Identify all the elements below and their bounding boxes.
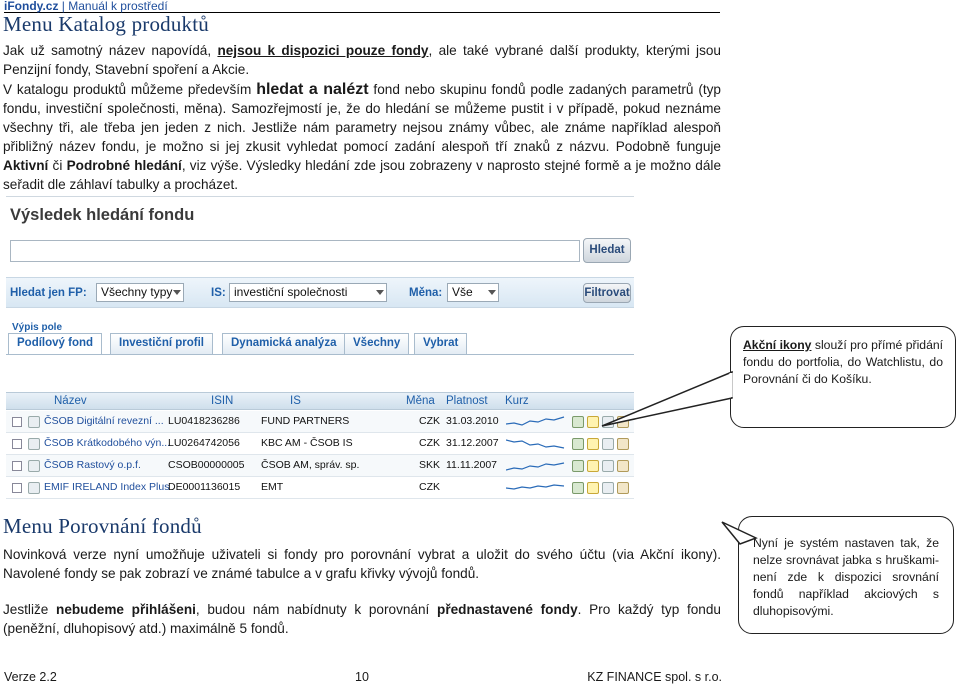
- add-to-portfolio-icon[interactable]: [572, 460, 584, 472]
- row-checkbox[interactable]: [12, 483, 22, 493]
- fund-logo-icon: [28, 438, 40, 450]
- filter-select-company[interactable]: [229, 283, 387, 302]
- chevron-down-icon: [376, 290, 384, 295]
- watchlist-icon[interactable]: [587, 482, 599, 494]
- tab-dynamicka-analyza[interactable]: Dynamická analýza: [222, 333, 345, 354]
- tab-investicni-profil[interactable]: Investiční profil: [110, 333, 213, 354]
- cart-icon[interactable]: [617, 482, 629, 494]
- filter-label-type: Hledat jen FP:: [10, 287, 87, 299]
- text: , ale také vybrané další produkty, kterými jsou Penzijní fondy, Stavební spoření a Akcie.: [3, 43, 721, 77]
- text: či: [48, 158, 67, 173]
- callout-pointer: [598, 352, 738, 432]
- price-sparkline: [506, 480, 566, 496]
- select-value: investiční společnosti: [234, 285, 348, 299]
- callout-action-icons: [730, 326, 956, 428]
- footer-version: Verze 2.2: [4, 670, 57, 684]
- emphasis-text: hledat a nalézt: [256, 81, 369, 98]
- filter-label-company: IS:: [211, 287, 226, 299]
- watchlist-icon[interactable]: [587, 460, 599, 472]
- filter-select-type[interactable]: [96, 283, 184, 302]
- table-row[interactable]: [6, 477, 634, 499]
- list-label: Výpis pole: [12, 322, 63, 333]
- tab-vybrat[interactable]: Vybrat: [414, 333, 467, 354]
- price-sparkline: [506, 436, 566, 452]
- callout-pointer: [720, 518, 760, 548]
- filter-select-currency[interactable]: [447, 283, 499, 302]
- column-header-validity[interactable]: Platnost: [446, 395, 488, 407]
- text: . Pro každý typ fondu (peněžní, dluhopisový atd.) maximálně 5 fondů.: [3, 602, 721, 636]
- column-header-isin[interactable]: ISIN: [211, 395, 234, 407]
- chevron-down-icon: [488, 290, 496, 295]
- fund-isin: LU0264742056: [168, 437, 240, 449]
- fund-logo-icon: [28, 482, 40, 494]
- fund-name-link[interactable]: ČSOB Krátkodobého výn...: [44, 437, 171, 449]
- callout-text: slouží pro přímé přidání fondu do portfolia, do Watchlistu, do Porovnání či do Košíku.: [743, 338, 944, 386]
- price-sparkline: [506, 414, 566, 430]
- emphasis-text: Aktivní: [3, 158, 49, 173]
- fund-isin: CSOB00000005: [168, 459, 245, 471]
- page-number: 10: [355, 670, 369, 684]
- fund-logo-icon: [28, 416, 40, 428]
- chevron-down-icon: [173, 290, 181, 295]
- emphasis-text: přednastavené fondy: [437, 602, 578, 617]
- results-title: Výsledek hledání fondu: [10, 206, 195, 224]
- table-row[interactable]: [6, 455, 634, 477]
- table-header: [6, 392, 634, 410]
- text: Jak už samotný název napovídá,: [3, 43, 218, 58]
- fund-validity-date: 11.11.2007: [446, 459, 497, 471]
- select-value: Všechny typy: [101, 285, 173, 299]
- cart-icon[interactable]: [617, 438, 629, 450]
- callout-comparison-note: Nyní je systém nastaven tak, že nelze srovnávat jabka s hruškami-není zde k dispozici srovnání fondů například akciových s dluhopisovými.: [738, 516, 954, 634]
- row-checkbox[interactable]: [12, 417, 22, 427]
- callout-emphasis: Akční ikony: [743, 338, 812, 352]
- watchlist-icon[interactable]: [587, 438, 599, 450]
- column-header-name[interactable]: Název: [54, 395, 87, 407]
- fund-company: EMT: [261, 481, 284, 493]
- filter-button[interactable]: Filtrovat: [583, 283, 631, 303]
- brand-name: iFondy.cz: [4, 0, 59, 13]
- compare-icon[interactable]: [602, 438, 614, 450]
- fund-company: ČSOB AM, správ. sp.: [261, 459, 360, 471]
- text: Jestliže: [3, 602, 57, 617]
- fund-currency: SKK: [419, 459, 441, 471]
- fund-currency: CZK: [419, 481, 440, 493]
- search-input[interactable]: [10, 240, 580, 262]
- fund-name-link[interactable]: ČSOB Rastový o.p.f.: [44, 459, 141, 471]
- text: fond nebo skupinu fondů podle zadaných parametrů (typ fondu, investiční společnosti, měna). Samozřejmostí je, že do hledání se můžeme pustit i v případě, pokud neznáme všechny tři, ale třeba jen jeden z nich. Jestliže nám parametry nejsou známy vůbec, ale známe například alespoň přibližný název fondu, je možno si jej zkusit vyhledat pomocí zadání alespoň tří znaků z názvu. Podobně funguje: [3, 82, 721, 154]
- add-to-portfolio-icon[interactable]: [572, 416, 584, 428]
- fund-isin: LU0418236286: [168, 415, 240, 427]
- fund-company: KBC AM - ČSOB IS: [261, 437, 353, 449]
- cart-icon[interactable]: [617, 460, 629, 472]
- row-checkbox[interactable]: [12, 439, 22, 449]
- compare-icon[interactable]: [602, 460, 614, 472]
- table-row[interactable]: [6, 411, 634, 433]
- add-to-portfolio-icon[interactable]: [572, 438, 584, 450]
- fund-validity-date: 31.12.2007: [446, 437, 499, 449]
- emphasis-text: Podrobné hledání: [66, 158, 182, 173]
- emphasis-text: nebudeme přihlášeni: [56, 602, 196, 617]
- fund-logo-icon: [28, 460, 40, 472]
- compare-icon[interactable]: [602, 482, 614, 494]
- emphasis-text: nejsou k dispozici pouze fondy: [217, 43, 429, 58]
- search-results-screenshot: [6, 196, 634, 500]
- tab-divider: [6, 354, 634, 355]
- fund-name-link[interactable]: EMIF IRELAND Index Plus: [44, 481, 170, 493]
- select-value: Vše: [452, 285, 473, 299]
- tab-podilovy-fond[interactable]: Podílový fond: [8, 333, 102, 354]
- column-header-rate[interactable]: Kurz: [505, 395, 529, 407]
- column-header-is[interactable]: IS: [290, 395, 301, 407]
- row-checkbox[interactable]: [12, 461, 22, 471]
- footer-company: KZ FINANCE spol. s r.o.: [587, 670, 722, 684]
- price-sparkline: [506, 458, 566, 474]
- search-button[interactable]: Hledat: [583, 238, 631, 263]
- column-header-currency[interactable]: Měna: [406, 395, 435, 407]
- fund-company: FUND PARTNERS: [261, 415, 350, 427]
- paragraph-compare: Novinková verze nyní umožňuje uživateli si fondy pro porovnání vybrat a uložit do svého účtu (via Akční ikony). Navolené fondy se pak zobrazí ve známé tabulce a v grafu křivky vývojů fondů.: [3, 547, 721, 581]
- fund-validity-date: 31.03.2010: [446, 415, 499, 427]
- fund-currency: CZK: [419, 415, 440, 427]
- section-title-porovnani: Menu Porovnání fondů: [3, 514, 202, 538]
- text: , viz výše. Výsledky hledání zde jsou zobrazeny v naprosto stejné formě a je možno dále seřadit dle záhlaví tabulky a procházet.: [3, 158, 722, 192]
- paragraph-intro: [3, 41, 721, 79]
- fund-currency: CZK: [419, 437, 440, 449]
- text: , budou nám nabídnuty k porovnání: [195, 602, 438, 617]
- header-separator: |: [61, 0, 65, 13]
- filter-label-currency: Měna:: [409, 287, 443, 299]
- add-to-portfolio-icon[interactable]: [572, 482, 584, 494]
- paragraph-compare-login: [3, 600, 721, 638]
- fund-name-link[interactable]: ČSOB Digitální revezní ...: [44, 415, 164, 427]
- fund-isin: DE0001136015: [168, 481, 241, 493]
- text: V katalogu produktů můžeme především: [3, 82, 257, 97]
- tab-vsechny[interactable]: Všechny: [344, 333, 409, 354]
- section-title-katalog: Menu Katalog produktů: [3, 12, 209, 36]
- paragraph-search: [3, 80, 721, 194]
- header-subtitle: Manuál k prostředí: [68, 0, 168, 13]
- table-row[interactable]: [6, 433, 634, 455]
